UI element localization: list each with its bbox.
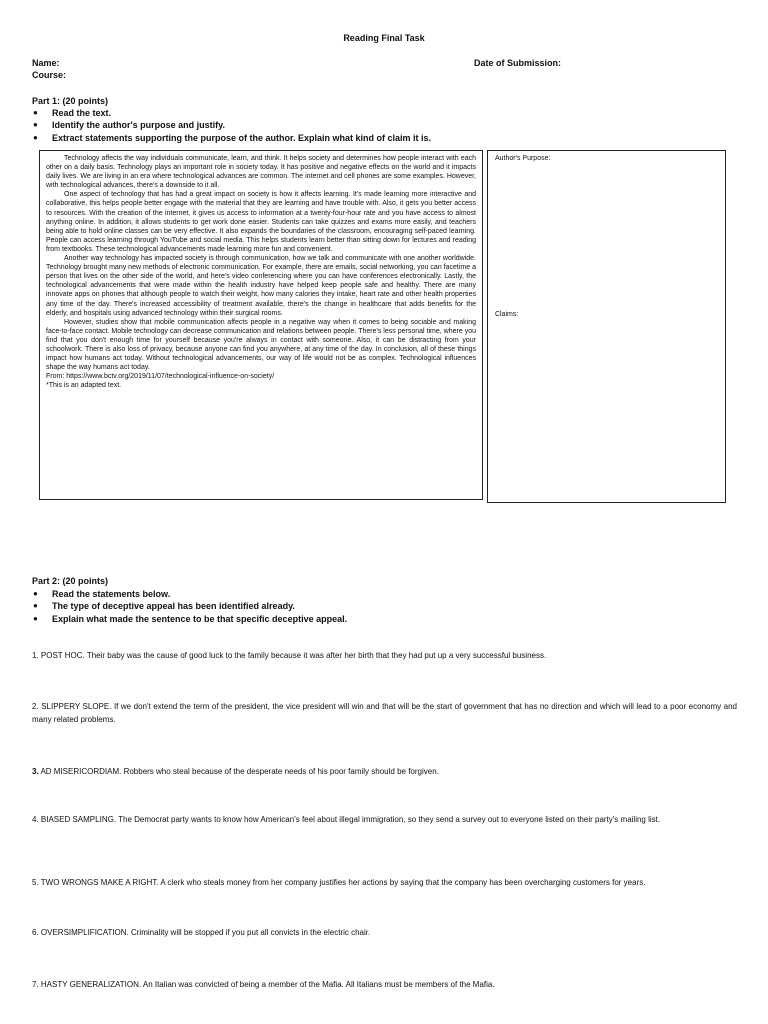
item-text: BIASED SAMPLING. The Democrat party wants to know how American's feel about illegal immigration, so they send a survey out to everyone listed on their party's mailing list.: [40, 815, 661, 824]
fallacy-item: [32, 876, 737, 889]
part1-instruction: ● Extract statements supporting the purpose of the author. Explain what kind of claim it is.: [32, 132, 431, 144]
authors-purpose-label: Author's Purpose:: [495, 155, 551, 162]
fallacy-item: [32, 813, 737, 826]
part1-heading: Part 1: (20 points): [32, 96, 109, 106]
item-number: 4.: [32, 815, 39, 824]
item-text: SLIPPERY SLOPE. If we don't extend the term of the president, the vice president will win and that will be the start of government that has no direction and which will lead to a poor economy and many related problems.: [32, 702, 737, 724]
part2-instruction: ● Read the statements below.: [32, 588, 347, 600]
part1-instructions: [32, 107, 431, 144]
item-number: 3.: [32, 767, 39, 776]
part2-instructions: [32, 588, 347, 625]
reading-paragraph: Another way technology has impacted society is through communication, how we talk and communicate with one another worldwide. Technology brought many new methods of electronic communication. For example, there are emails, social networking, you can facetime a person that lives on the other side of the world, and here's video conferencing where you can have conferences electronically. Lastly, the technological advancements that were made within the health industry have helped keep people safe and healthy. There are many innovate apps on phones that although people to watch their weight, how many calories they intake, heart rate and other health properties any time of the day. There's increased accessibility of treatment available, there's the change in healthcare that adds benefits for the elderly, and hospitals using advanced technology within their surgical rooms.: [46, 255, 476, 317]
claims-label: Claims:: [495, 311, 519, 318]
item-number: 6.: [32, 928, 39, 937]
item-text: TWO WRONGS MAKE A RIGHT. A clerk who steals money from her company justifies her actions by saying that the company has been overcharging customers for years.: [40, 878, 646, 887]
course-label: Course:: [32, 70, 67, 80]
date-of-submission-label: Date of Submission:: [474, 58, 562, 68]
reading-paragraph: Technology affects the way individuals communicate, learn, and think. It helps society and determines how people interact with each other on a daily basis. Technology plays an important role in society today. It has positive and negative effects on the world and it impacts daily lives. We are living in an era where technological advances are common. The internet and cell phones are some examples. However, with technological advances, there's a downside to it all.: [46, 155, 476, 190]
item-number: 2.: [32, 702, 39, 711]
reading-paragraph: One aspect of technology that has had a great impact on society is how it affects learning. It's made learning more interactive and collaborative, this helps people better engage with the material that they are learning and have trouble with. Also, it gets you better access to resources. With the creation of the internet, it gives us access to information at a twenty-four-hour rate and you have access to almost anything online. In addition, it allows students to get work done easier. Students can take quizzes and exams more easily, and teachers being able to hold online classes can be very effective. It also expands the boundaries of the classroom, encouraging self-paced learning. People can access learning through YouTube and social media. This helps students learn better than sitting down for lectures and reading from textbooks. These technological advancements made learning more fun and convenient.: [46, 191, 476, 253]
name-label: Name:: [32, 58, 60, 68]
fallacy-item: [32, 765, 737, 778]
adapted-note: *This is an adapted text.: [46, 382, 122, 390]
part1-instruction: ● Identify the author's purpose and justify.: [32, 119, 431, 131]
item-text: HASTY GENERALIZATION. An Italian was convicted of being a member of the Mafia. All Italians must be members of the Mafia.: [40, 980, 495, 989]
reading-text-box: [39, 150, 483, 500]
fallacy-item: [32, 978, 737, 991]
reading-paragraph: However, studies show that mobile communication affects people in a negative way when it comes to being sociable and making face-to-face contact. Mobile technology can decrease communication and relations between people. There's less personal time, where you find that you don't enough time for yourself because you're always in contact with someone. Also, it can be distracting from your schoolwork. There is also loss of privacy, because anyone can find you anywhere, at any time of the day. In conclusion, all of these things impact how humans act today. Without technological advancements, our way of life would not be as complex. Technological influences shape the way humans act today.: [46, 318, 476, 372]
item-text: AD MISERICORDIAM. Robbers who steal because of the desperate needs of his poor family should be forgiven.: [40, 767, 439, 776]
item-number: 5.: [32, 878, 39, 887]
fallacy-item: [32, 926, 737, 939]
item-number: 1.: [32, 651, 39, 660]
item-text: POST HOC. Their baby was the cause of good luck to the family because it was after her birth that they had put up a very successful business.: [40, 651, 547, 660]
item-number: 7.: [32, 980, 39, 989]
source-citation: From: https://www.bctv.org/2019/11/07/technological-influence-on-society/: [46, 373, 275, 381]
item-text: OVERSIMPLIFICATION. Criminality will be stopped if you put all convicts in the electric chair.: [40, 928, 371, 937]
part2-heading: Part 2: (20 points): [32, 576, 109, 586]
fallacy-item: [32, 649, 737, 662]
document-title: Reading Final Task: [343, 33, 425, 43]
answer-box: [487, 150, 726, 503]
part2-instruction: ● The type of deceptive appeal has been identified already.: [32, 600, 347, 612]
part1-instruction: ● Read the text.: [32, 107, 431, 119]
part2-instruction: ● Explain what made the sentence to be that specific deceptive appeal.: [32, 613, 347, 625]
fallacy-item: [32, 700, 737, 726]
